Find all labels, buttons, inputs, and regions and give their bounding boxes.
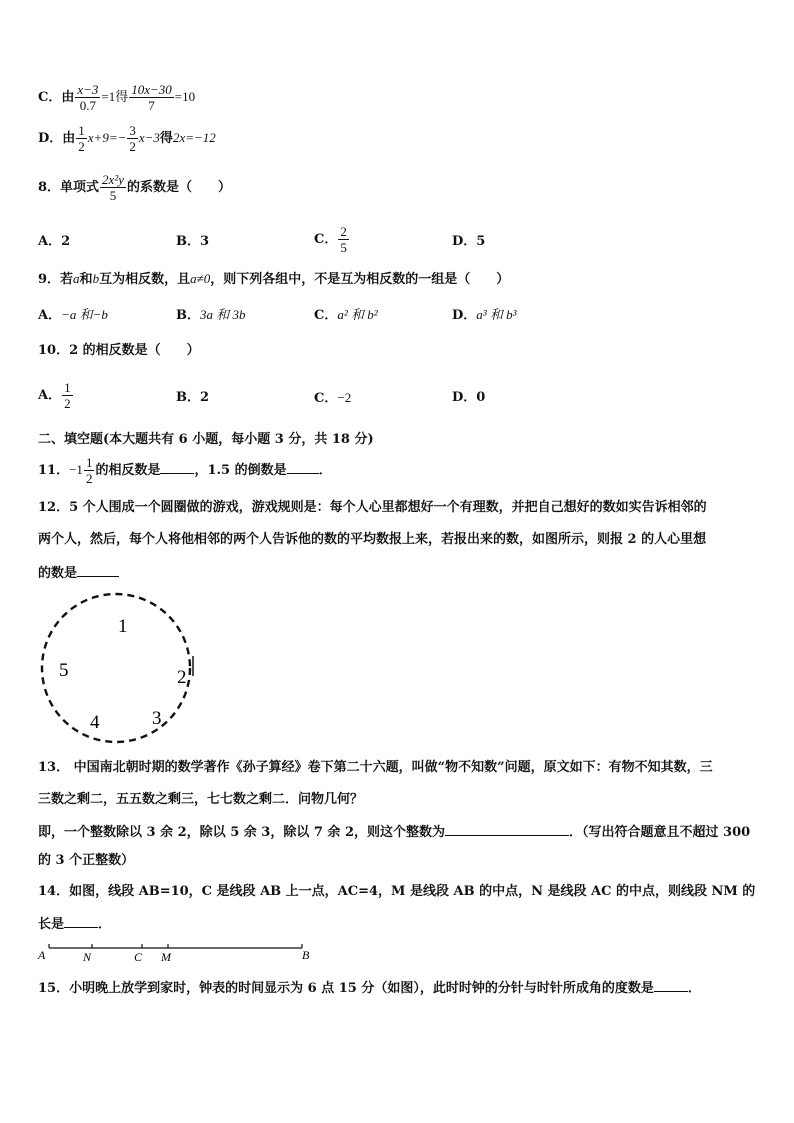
q7-d-frac2-den: 2 xyxy=(129,139,136,154)
q9-c-label: C． xyxy=(314,308,338,323)
q8-option-d: D．5 xyxy=(452,234,486,249)
q7-c-frac1-den: 0.7 xyxy=(75,97,100,113)
q11-mixed-whole: −1 xyxy=(69,462,83,477)
q8-suffix: 的系数是（ ） xyxy=(126,180,231,195)
circle-label-5: 5 xyxy=(59,660,69,681)
q7-d-label: D．由 xyxy=(38,131,76,146)
point-label-c: C xyxy=(134,950,143,964)
q11-answer-blank-2[interactable] xyxy=(287,461,319,474)
q11-prefix: 11． xyxy=(38,463,70,478)
circle-label-3: 3 xyxy=(152,708,162,729)
q13-line-3 xyxy=(38,823,750,841)
q11-stem xyxy=(38,455,332,486)
q14-answer-blank[interactable] xyxy=(64,915,98,928)
q8-option-c xyxy=(314,224,350,255)
q15-text-b: ． xyxy=(687,981,701,996)
q7-c-fraction-1 xyxy=(75,82,100,113)
point-label-b: B xyxy=(302,948,310,962)
q8-c-label: C． xyxy=(314,232,338,247)
q9-stem-2: 和 xyxy=(79,272,93,287)
q7-d-fraction-2 xyxy=(127,123,138,154)
q9-d-label: D． xyxy=(452,308,477,323)
q10-option-b: B．2 xyxy=(176,390,210,405)
q15-stem xyxy=(38,979,701,997)
q13-answer-blank[interactable] xyxy=(445,823,569,836)
q13-line-3b: ．（写出符合题意且不超过 300 xyxy=(569,825,751,840)
q7-c-label: C．由 xyxy=(38,90,75,105)
q10-option-d: D．0 xyxy=(452,390,486,405)
q7-c-frac2-num: 10x−30 xyxy=(131,82,172,97)
q8-c-den: 5 xyxy=(340,240,347,255)
q9-a-label: A． xyxy=(38,308,62,323)
q7-d-fraction-1 xyxy=(76,123,87,154)
q7-d-frac2-num: 3 xyxy=(129,123,136,138)
q13-line-2: 三数之剩二，五五数之剩三，七七数之剩二．问物几何？ xyxy=(38,792,364,807)
q9-c-text: a² 和 b² xyxy=(337,307,378,322)
q11-fraction xyxy=(84,455,95,486)
q10-c-label: C． xyxy=(314,391,338,406)
q9-stem-1: 9．若 xyxy=(38,272,74,287)
q7-option-c xyxy=(38,82,195,113)
circle-label-1: 1 xyxy=(118,616,128,637)
q9-stem xyxy=(38,271,509,288)
q8-c-fraction xyxy=(338,224,349,255)
q7-c-fraction-2 xyxy=(129,82,174,113)
q11-text-2: ，1.5 的倒数是 xyxy=(194,463,287,478)
q7-option-d xyxy=(38,123,216,154)
q9-var-b: b xyxy=(92,271,100,286)
q14-line-2 xyxy=(38,915,111,933)
point-label-n: N xyxy=(83,950,92,964)
q8-fraction xyxy=(100,172,126,203)
q10-option-a xyxy=(38,380,74,411)
q9-stem-4: ，则下列各组中，不是互为相反数的一组是（ ） xyxy=(210,272,510,287)
q15-answer-blank[interactable] xyxy=(654,979,688,992)
q11-answer-blank-1[interactable] xyxy=(160,461,194,474)
q9-var-a: a xyxy=(73,271,80,286)
q8-option-b: B．3 xyxy=(176,234,210,249)
q12-line-3 xyxy=(38,564,119,582)
q7-d-de: 得 xyxy=(159,131,173,146)
q11-frac-num: 1 xyxy=(85,455,93,470)
q7-c-frac2-den: 7 xyxy=(129,97,174,113)
q9-option-a xyxy=(38,307,108,324)
q7-d-frac1-num: 1 xyxy=(78,123,85,138)
q7-d-tail: x−3 xyxy=(138,130,160,145)
q14-line-1: 14．如图，线段 AB=10，C 是线段 AB 上一点，AC=4，M 是线段 AB 的中点，N 是线段 AC 的中点，则线段 NM 的 xyxy=(38,884,756,899)
q9-b-label: B． xyxy=(176,308,200,323)
q10-stem: 10．2 的相反数是（ ） xyxy=(38,343,200,358)
q8-frac-num: 2x²y xyxy=(102,172,124,187)
q9-stem-3: 互为相反数，且 xyxy=(99,272,191,287)
q13-line-3a: 即，一个整数除以 3 余 2，除以 5 余 3，除以 7 余 2，则这个整数为 xyxy=(38,825,446,840)
q9-option-d xyxy=(452,307,517,324)
q7-c-eq1: =1得 xyxy=(101,89,129,104)
q12-circle-figure xyxy=(36,588,198,748)
q7-d-result: 2x=−12 xyxy=(172,130,216,145)
q7-c-frac1-num: x−3 xyxy=(77,82,99,97)
point-label-a: A xyxy=(38,948,46,962)
q8-c-num: 2 xyxy=(340,224,347,239)
q8-prefix: 8．单项式 xyxy=(38,180,100,195)
q9-option-b xyxy=(176,307,246,324)
q10-c-value: −2 xyxy=(337,390,352,405)
q9-a-text: −a 和−b xyxy=(61,307,108,322)
q8-stem xyxy=(38,172,231,203)
q12-answer-blank[interactable] xyxy=(77,564,119,577)
q9-condition: a≠0 xyxy=(190,271,211,286)
q9-option-c xyxy=(314,307,378,324)
q13-line-4: 的 3 个正整数） xyxy=(38,853,135,868)
q7-c-eq2: =10 xyxy=(174,89,196,104)
q14-line-2a: 长是 xyxy=(38,917,65,932)
q7-d-frac1-den: 2 xyxy=(78,139,85,154)
q8-option-a: A．2 xyxy=(38,234,71,249)
circle-label-4: 4 xyxy=(90,712,100,733)
q11-frac-den: 2 xyxy=(85,471,93,486)
q10-a-label: A． xyxy=(38,388,62,403)
q11-text-1: 的相反数是 xyxy=(95,463,161,478)
q11-text-3: ． xyxy=(318,463,332,478)
q12-line-2: 两个人，然后，每个人将他相邻的两个人告诉他的数的平均数报上来，若报出来的数，如图所示，则报 2 的人心里想 xyxy=(38,532,707,547)
q13-line-1: 13． 中国南北朝时期的数学著作《孙子算经》卷下第二十六题，叫做“物不知数”问题，原文如下：有物不知其数，三 xyxy=(38,760,713,775)
q10-option-c xyxy=(314,390,351,407)
q7-d-mid: x+9=− xyxy=(87,130,127,145)
q9-b-text: 3a 和 3b xyxy=(200,307,246,322)
q10-a-num: 1 xyxy=(64,380,71,395)
q12-line-1: 12．5 个人围成一个圆圈做的游戏，游戏规则是：每个人心里都想好一个有理数，并把自己想好的数如实告诉相邻的 xyxy=(38,500,707,515)
q10-a-den: 2 xyxy=(64,396,71,411)
q15-text-a: 15．小明晚上放学到家时，钟表的时间显示为 6 点 15 分（如图），此时时钟的分针与时针所成角的度数是 xyxy=(38,981,654,996)
q14-line-2b: ． xyxy=(98,917,112,932)
q14-segment-figure xyxy=(36,940,321,964)
q10-a-fraction xyxy=(62,380,73,411)
q12-line-3-text: 的数是 xyxy=(38,566,78,581)
circle-label-2: 2 xyxy=(177,667,187,688)
q9-d-text: a³ 和 b³ xyxy=(476,307,517,322)
section-title-fill-in: 二、填空题(本大题共有 6 小题，每小题 3 分，共 18 分) xyxy=(38,432,374,447)
q8-frac-den: 5 xyxy=(100,187,126,203)
point-label-m: M xyxy=(161,950,171,964)
